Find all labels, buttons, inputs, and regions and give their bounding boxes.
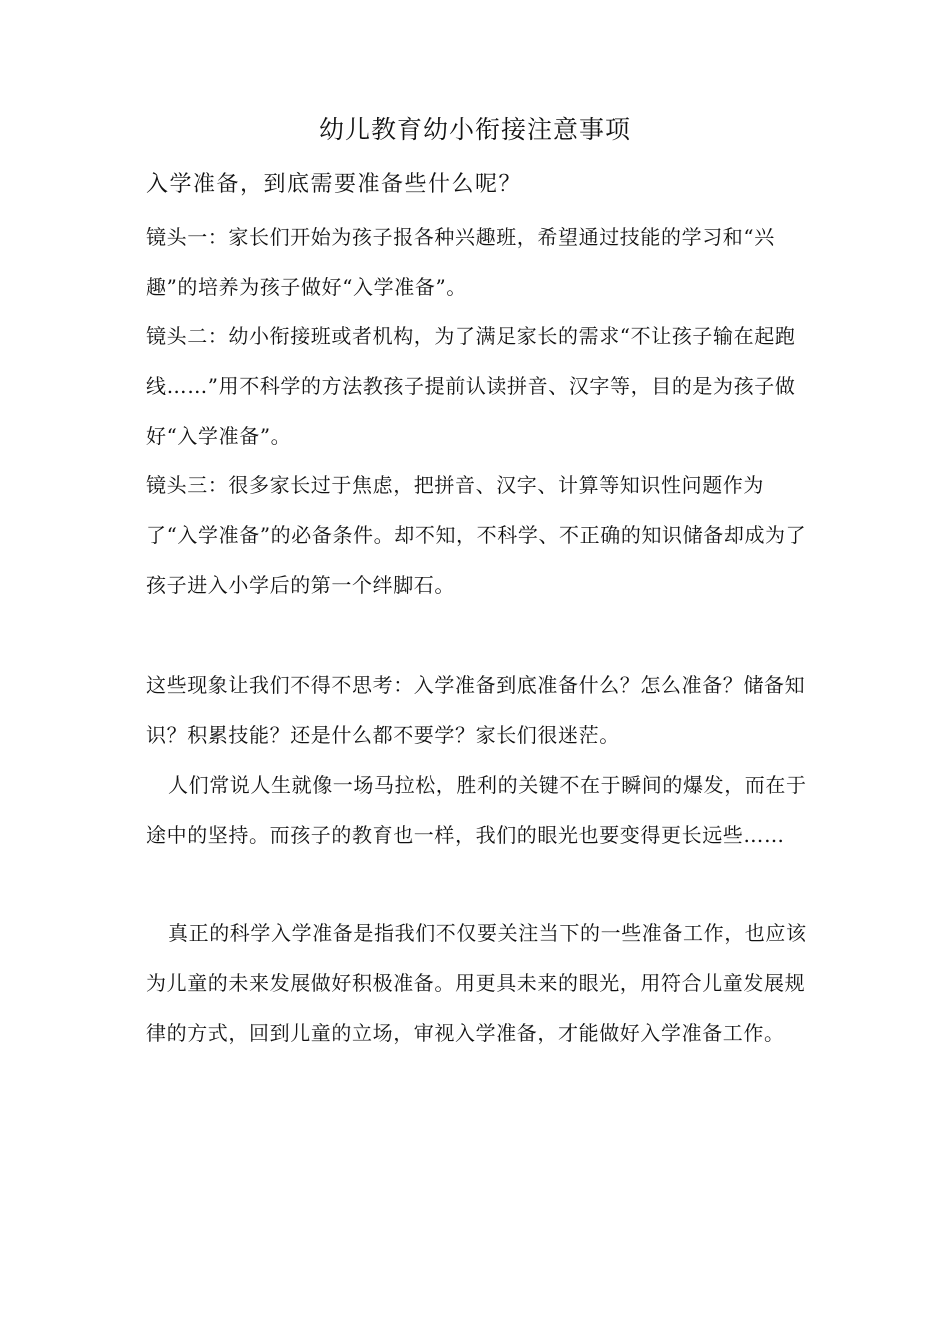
paragraph-reflection: 这些现象让我们不得不思考：入学准备到底准备什么？怎么准备？储备知识？积累技能？还是什么都不要学？家长们很迷茫。 [146,673,806,747]
paragraph-scene-three: 镜头三：很多家长过于焦虑，把拼音、汉字、计算等知识性问题作为了“入学准备”的必备条件。却不知，不科学、不正确的知识储备却成为了孩子进入小学后的第一个绊脚石。 [146,473,807,597]
paragraph-marathon: 人们常说人生就像一场马拉松，胜利的关键不在于瞬间的爆发，而在于途中的坚持。而孩子的教育也一样，我们的眼光也要变得更长远些…… [146,773,807,847]
paragraph-scene-two: 镜头二：幼小衔接班或者机构，为了满足家长的需求“不让孩子输在起跑线……”用不科学的方法教孩子提前认读拼音、汉字等，目的是为孩子做好“入学准备”。 [146,324,796,448]
paragraph-conclusion: 真正的科学入学准备是指我们不仅要关注当下的一些准备工作，也应该为儿童的未来发展做好积极准备。用更具未来的眼光，用符合儿童发展规律的方式，回到儿童的立场，审视入学准备，才能做好入学准备工作。 [146,921,807,1045]
document-subtitle: 入学准备，到底需要准备些什么呢？ [146,172,523,197]
document-title: 幼儿教育幼小衔接注意事项 [318,115,631,144]
paragraph-scene-one: 镜头一：家长们开始为孩子报各种兴趣班，希望通过技能的学习和“兴趣”的培养为孩子做好“入学准备”。 [146,225,775,299]
